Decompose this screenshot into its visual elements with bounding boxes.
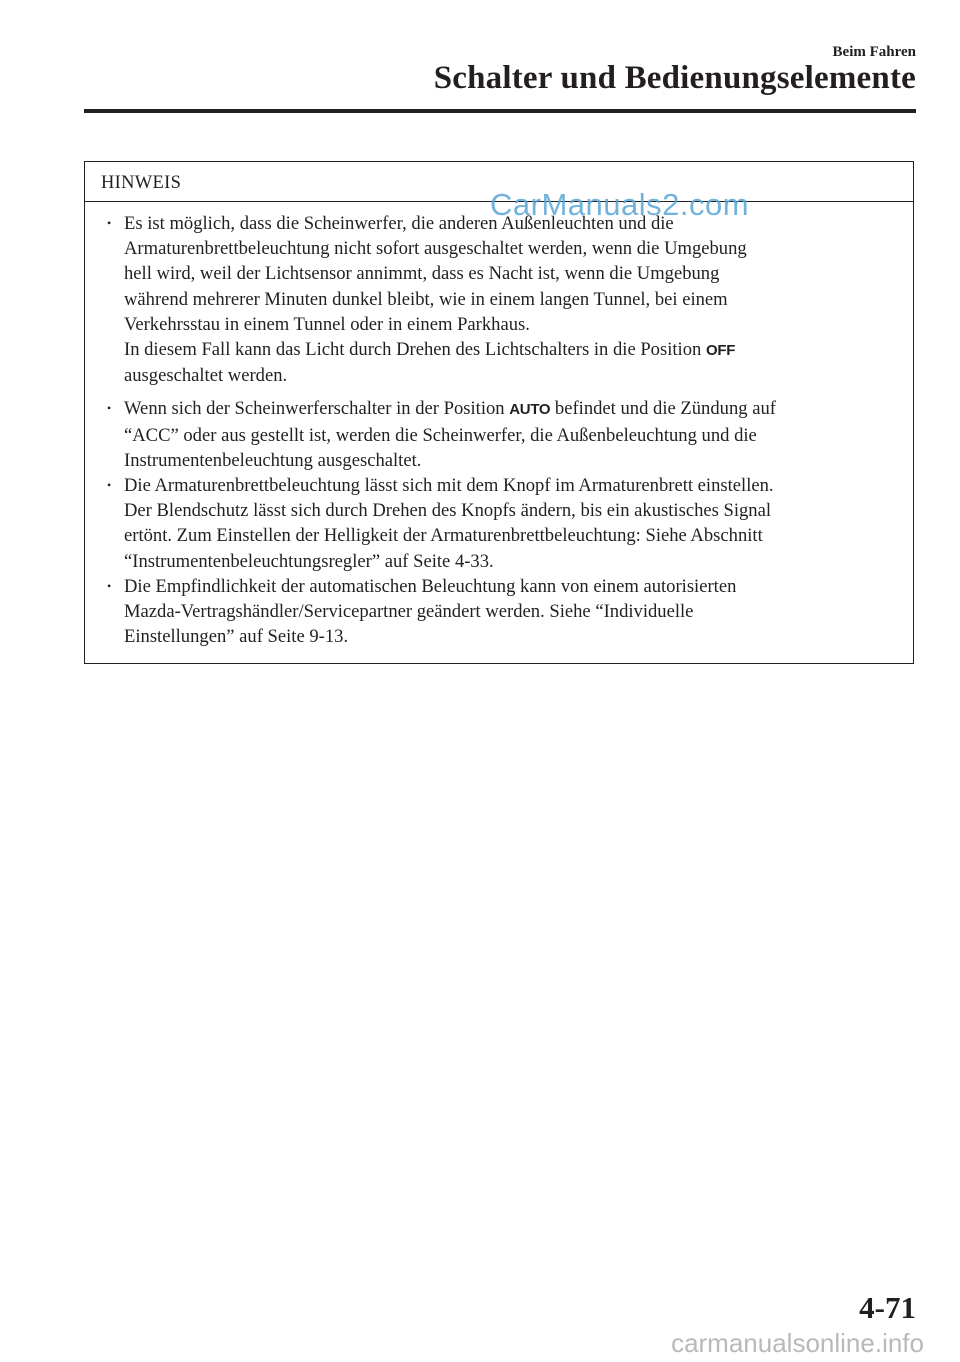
- bullet-1-line-1: • Es ist möglich, dass die Scheinwerfer, die anderen Außenleuchten und die: [124, 213, 674, 234]
- bullet-1-line-4: während mehrerer Minuten dunkel bleibt, wie in einem langen Tunnel, bei einem: [124, 288, 728, 310]
- bullet-3-line-3: ertönt. Zum Einstellen der Helligkeit der Armaturenbrettbeleuchtung: Siehe Abschnitt: [124, 525, 763, 547]
- bullet-2-line-1-prefix: Wenn sich der Scheinwerferschalter in der Position: [124, 398, 510, 420]
- footer-watermark: carmanualsonline.info: [671, 1328, 924, 1358]
- bullet-4-line-3: Einstellungen” auf Seite 9-13.: [124, 626, 349, 648]
- bullet-4-line-1: • Die Empfindlichkeit der automatischen Beleuchtung kann von einem autorisierten: [124, 575, 737, 597]
- bullet-1-line-5: Verkehrsstau in einem Tunnel oder in einem Parkhaus.: [124, 313, 530, 335]
- section-label: Beim Fahren: [832, 44, 916, 60]
- bullet-4-line-2: Mazda-Vertragshändler/Servicepartner geändert werden. Siehe “Individuelle: [124, 601, 694, 623]
- bullet-3-line-1: • Die Armaturenbrettbeleuchtung lässt sich mit dem Knopf im Armaturenbrett einstellen.: [124, 475, 774, 497]
- bullet-2-line-1: [124, 396, 907, 422]
- header-divider: [84, 109, 916, 113]
- bullet-3-line-2: Der Blendschutz lässt sich durch Drehen des Knopfs ändern, bis ein akustisches Signal: [124, 500, 772, 522]
- bullet-1-line-6: [124, 337, 907, 363]
- note-body: [85, 202, 913, 649]
- auto-position-label: AUTO: [509, 401, 551, 419]
- note-bullet-2: [107, 396, 907, 473]
- page-number: 4-71: [859, 1290, 916, 1325]
- note-heading: HINWEIS: [85, 162, 913, 202]
- bullet-2-line-3: Instrumentenbeleuchtung ausgeschaltet.: [124, 449, 422, 471]
- note-box: [84, 161, 914, 664]
- bullet-1-line-7: ausgeschaltet werden.: [124, 365, 288, 387]
- bullet-2-line-1-suffix: befindet und die Zündung auf: [550, 398, 776, 420]
- bullet-2-line-2: “ACC” oder aus gestellt ist, werden die Scheinwerfer, die Außenbeleuchtung und die: [124, 424, 757, 446]
- bullet-1-line-3: hell wird, weil der Lichtsensor annimmt, dass es Nacht ist, wenn die Umgebung: [124, 263, 720, 285]
- bullet-1-line-6-text: In diesem Fall kann das Licht durch Drehen des Lichtschalters in die Position: [124, 339, 706, 361]
- note-bullet-3: [107, 473, 907, 574]
- watermark-logo: CarManuals2.com: [490, 187, 750, 222]
- note-bullet-1: [107, 211, 907, 388]
- off-position-label: OFF: [705, 342, 736, 360]
- page-title: Schalter und Bedienungselemente: [433, 60, 916, 96]
- bullet-1-line-2: Armaturenbrettbeleuchtung nicht sofort ausgeschaltet werden, wenn die Umgebung: [124, 238, 747, 260]
- bullet-3-line-4: “Instrumentenbeleuchtungsregler” auf Seite 4-33.: [124, 550, 494, 572]
- note-bullet-4: [107, 574, 907, 650]
